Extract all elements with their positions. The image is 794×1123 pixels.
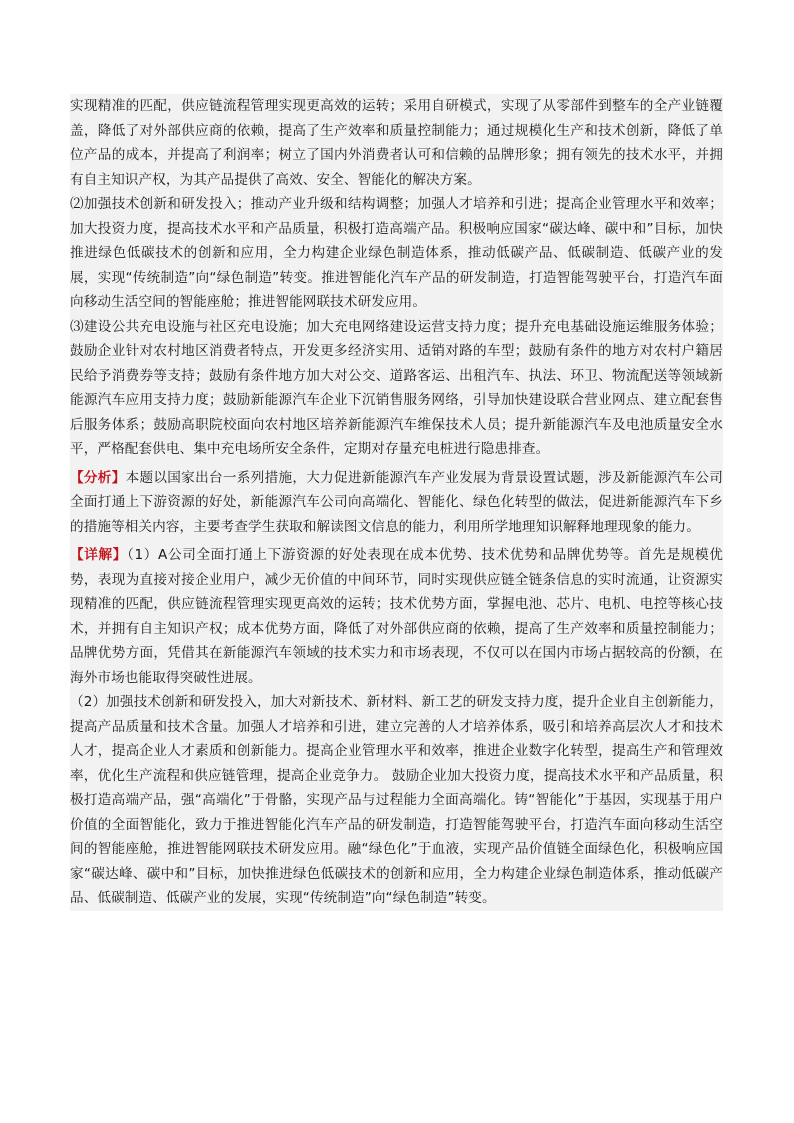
answer-paragraph-2: ⑵加强技术创新和研发投入；推动产业升级和结构调整；加强人才培养和引进；提高企业管理水平和效率；加大投资力度，提高技术水平和产品质量，积极打造高端产品。积极响应国家“碳达峰、碳中和”目标，加快推进绿色低碳技术的创新和应用，全力构建企业绿色制造体系，推动低碳产品、低碳制造、低碳产业的发展，实现“传统制造”向“绿色制造”转变。推进智能化汽车产品的研发制造，打造智能驾驶平台，打造汽车面向移动生活空间的智能座舱；推进智能网联技术研发应用。 — [70, 196, 723, 310]
detail-text-1: （1）A公司全面打通上下游资源的好处表现在成本优势、技术优势和品牌优势等。首先是规模优势，表现为直接对接企业用户，减少无价值的中间环节，同时实现供应链全链条信息的实时流通，让资源实现精准的匹配，供应链流程管理实现更高效的运转；技术优势方面，掌握电池、芯片、电机、电控等核心技术，并拥有自主知识产权；成本优势方面，降低了对外部供应商的依赖，提高了生产效率和质量控制能力；品牌优势方面，凭借其在新能源汽车领域的技术实力和市场表现，不仅可以在国内市场占据较高的份额，在海外市场也能取得突破性进展。 — [70, 547, 723, 686]
answer-paragraph-1-continued: 实现精准的匹配，供应链流程管理实现更高效的运转；采用自研模式，实现了从零部件到整车的全产业链覆盖，降低了对外部供应商的依赖，提高了生产效率和质量控制能力；通过规模化生产和技术创新，降低了单位产品的成本，并提高了利润率；树立了国内外消费者认可和信赖的品牌形象；拥有领先的技术水平，并拥有自主知识产权，为其产品提供了高效、安全、智能化的解决方案。 — [70, 98, 723, 188]
detail-tag: 【详解】 — [70, 547, 127, 563]
analysis-tag: 【分析】 — [70, 469, 126, 486]
analysis-paragraph — [70, 466, 723, 540]
detail-paragraph-2: （2）加强技术创新和研发投入，加大对新技术、新材料、新工艺的研发支持力度，提升企业自主创新能力，提高产品质量和技术含量。加强人才培养和引进，建立完善的人才培养体系，吸引和培养高层次人才和技术人才，提高企业人才素质和创新能力。提高企业管理水平和效率，推进企业数字化转型，提高生产和管理效率，优化生产流程和供应链管理，提高企业竞争力。 鼓励企业加大投资力度，提高技术水平和产品质量，积极打造高端产品，强“高端化”于骨骼，实现产品与过程能力全面高端化。铸“智能化”于基因，实现基于用户价值的全面智能化，致力于推进智能化汽车产品的研发制造，打造智能驾驶平台，打造汽车面向移动生活空间的智能座舱，推进智能网联技术研发应用。融“绿色化”于血液，实现产品价值链全面绿色化，积极响应国家“碳达峰、碳中和”目标，加快推进绿色低碳技术的创新和应用，全力构建企业绿色制造体系，推动低碳产品、低碳制造、低碳产业的发展，实现“传统制造”向“绿色制造”转变。 — [70, 694, 723, 906]
detail-paragraph-1 — [70, 543, 723, 690]
answer-content-block — [70, 94, 723, 911]
analysis-text: 本题以国家出台一系列措施，大力促进新能源汽车产业发展为背景设置试题，涉及新能源汽车公司全面打通上下游资源的好处，新能源汽车公司向高端化、智能化、绿色化转型的做法，促进新能源汽车下乡的措施等相关内容，主要考查学生获取和解读图文信息的能力，利用所学地理知识解释地理现象的能力。 — [70, 469, 723, 535]
answer-paragraph-3: ⑶建设公共充电设施与社区充电设施；加大充电网络建设运营支持力度；提升充电基础设施运维服务体验；鼓励企业针对农村地区消费者特点，开发更多经济实用、适销对路的车型；鼓励有条件的地方对农村户籍居民给予消费券等支持；鼓励有条件地方加大对公交、道路客运、出租汽车、执法、环卫、物流配送等领域新能源汽车应用支持力度；鼓励新能源汽车企业下沉销售服务网络，引导加快建设联合营业网点、建立配套售后服务体系；鼓励高职院校面向农村地区培养新能源汽车维保技术人员；提升新能源汽车及电池质量安全水平，严格配套供电、集中充电场所安全条件，定期对存量充电桩进行隐患排查。 — [70, 318, 723, 457]
